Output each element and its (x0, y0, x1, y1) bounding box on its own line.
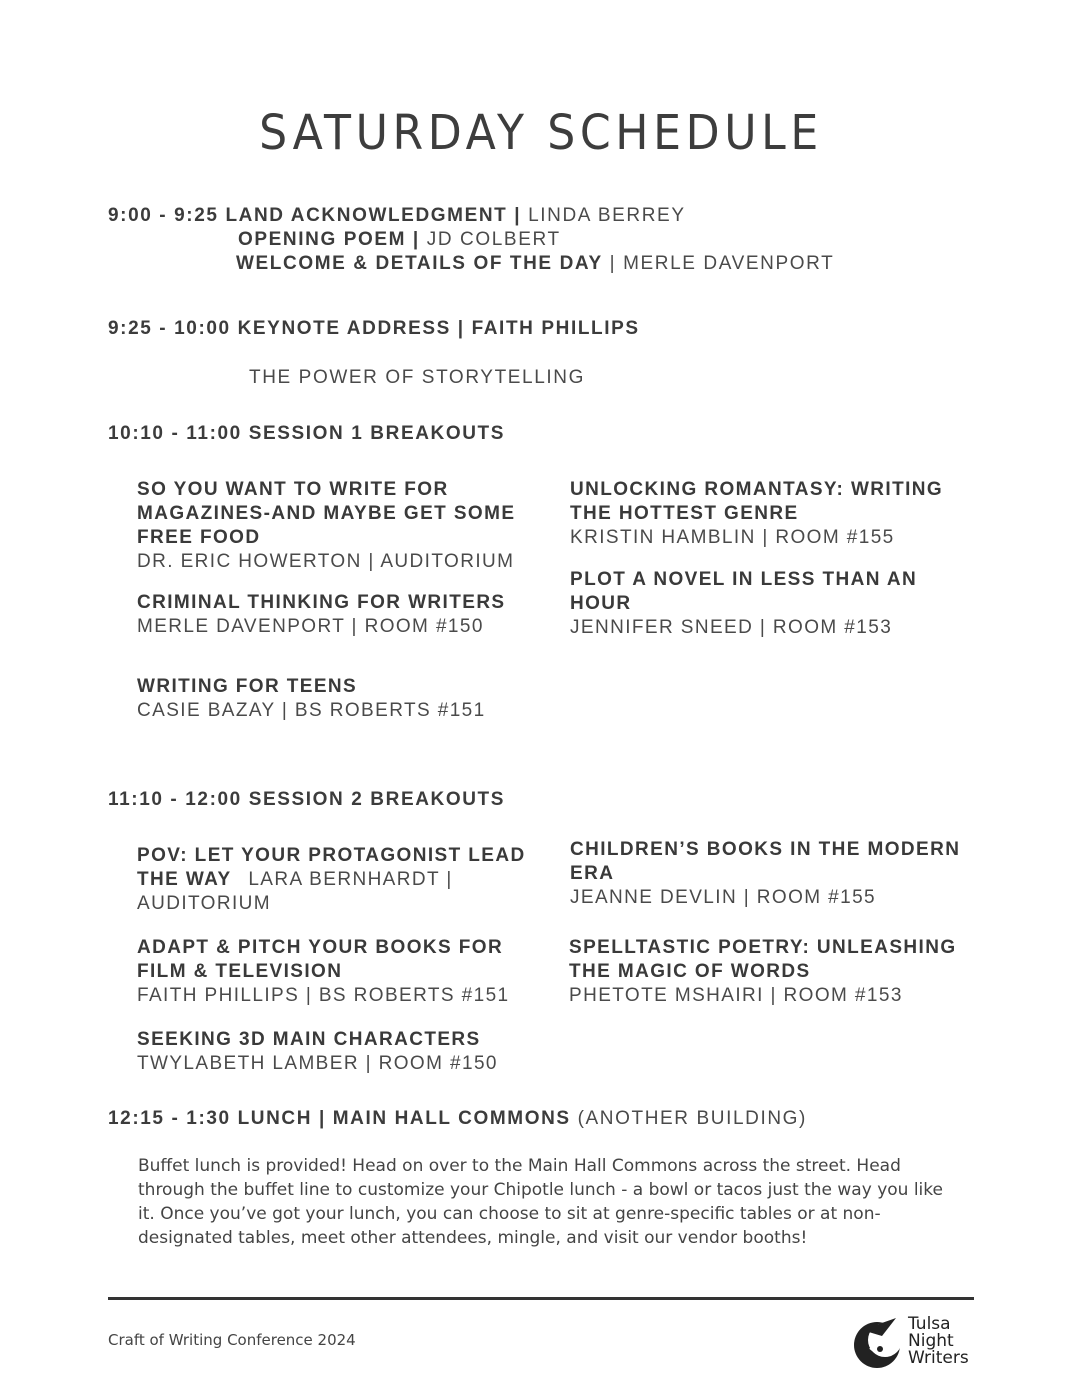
keynote-line: 9:25 - 10:00 KEYNOTE ADDRESS | FAITH PHILLIPS (108, 318, 640, 339)
lunch-label: 12:15 - 1:30 LUNCH | MAIN HALL COMMONS (108, 1108, 571, 1129)
session-title: SPELLTASTIC POETRY: UNLEASHING THE MAGIC OF WORDS (569, 937, 957, 982)
session1-item (570, 568, 970, 640)
lunch-note: (ANOTHER BUILDING) (577, 1108, 807, 1129)
lunch-description: Buffet lunch is provided! Head on over to the Main Hall Commons across the street. Head through the buffet line to customize your Chipotle lunch - a bowl or tacos just the way you like it. Once you’ve got your lunch, you can choose to sit at genre-specific tables or at non-designated tables, meet other attendees, mingle, and visit our vendor booths! (138, 1156, 943, 1248)
session-speaker: KRISTIN HAMBLIN | ROOM #155 (570, 527, 895, 548)
logo-line: Writers (908, 1348, 969, 1368)
tulsa-night-writers-logo (852, 1316, 976, 1370)
session-title: SO YOU WANT TO WRITE FOR MAGAZINES-AND MAYBE GET SOME FREE FOOD (137, 479, 516, 548)
session1-item (137, 591, 547, 639)
session1-item (570, 478, 980, 550)
session-title: WRITING FOR TEENS (137, 676, 358, 697)
footer-divider (108, 1297, 974, 1300)
land-acknowledgment-speaker: LINDA BERREY (528, 205, 686, 226)
session-speaker: CASIE BAZAY | BS ROBERTS #151 (137, 700, 486, 721)
session2-heading: 11:10 - 12:00 SESSION 2 BREAKOUTS (108, 789, 506, 810)
session-title: CRIMINAL THINKING FOR WRITERS (137, 592, 506, 613)
session-speaker: FAITH PHILLIPS | BS ROBERTS #151 (137, 985, 510, 1006)
opening-poem-label: OPENING POEM | (238, 229, 420, 250)
session1-item (137, 675, 547, 723)
session-speaker: PHETOTE MSHAIRI | ROOM #153 (569, 985, 903, 1006)
session-title: UNLOCKING ROMANTASY: WRITING THE HOTTEST GENRE (570, 479, 944, 524)
welcome-speaker: | MERLE DAVENPORT (609, 253, 835, 274)
land-acknowledgment-label: LAND ACKNOWLEDGMENT | (225, 205, 522, 226)
crescent-moon-quill-icon (852, 1316, 906, 1370)
session-speaker: DR. ERIC HOWERTON | AUDITORIUM (137, 551, 515, 572)
keynote-subtitle: THE POWER OF STORYTELLING (249, 367, 585, 388)
session1-heading: 10:10 - 11:00 SESSION 1 BREAKOUTS (108, 423, 506, 444)
session-speaker: JENNIFER SNEED | ROOM #153 (570, 617, 893, 638)
opening-time: 9:00 - 9:25 (108, 205, 219, 226)
session-title: PLOT A NOVEL IN LESS THAN AN HOUR (570, 569, 918, 614)
session-speaker: MERLE DAVENPORT | ROOM #150 (137, 616, 484, 637)
session2-item (137, 1028, 557, 1076)
session-speaker: LARA BERNHARDT | AUDITORIUM (137, 869, 453, 914)
logo-line: Tulsa (908, 1314, 951, 1334)
session-speaker: TWYLABETH LAMBER | ROOM #150 (137, 1053, 498, 1074)
session2-item (137, 936, 547, 1008)
session-title: SEEKING 3D MAIN CHARACTERS (137, 1029, 481, 1050)
session2-item (569, 936, 981, 1008)
session-speaker: JEANNE DEVLIN | ROOM #155 (570, 887, 877, 908)
session2-item (137, 844, 547, 916)
session-title: CHILDREN’S BOOKS IN THE MODERN ERA (570, 839, 961, 884)
logo-line: Night (908, 1331, 954, 1351)
logo-text (908, 1316, 969, 1367)
lunch-line (108, 1107, 807, 1131)
footer-text: Craft of Writing Conference 2024 (108, 1331, 356, 1349)
session1-item (137, 478, 547, 574)
opening-poem-speaker: JD COLBERT (426, 229, 561, 250)
opening-line-1 (108, 204, 686, 228)
session-title: POV: LET YOUR PROTAGONIST LEAD THE WAY (137, 845, 526, 890)
session2-item (570, 838, 980, 910)
opening-line-2 (238, 228, 561, 252)
session-title: ADAPT & PITCH YOUR BOOKS FOR FILM & TELEVISION (137, 937, 504, 982)
welcome-label: WELCOME & DETAILS OF THE DAY (236, 253, 603, 274)
page-title: SATURDAY SCHEDULE (259, 105, 823, 161)
opening-line-3 (236, 252, 834, 276)
